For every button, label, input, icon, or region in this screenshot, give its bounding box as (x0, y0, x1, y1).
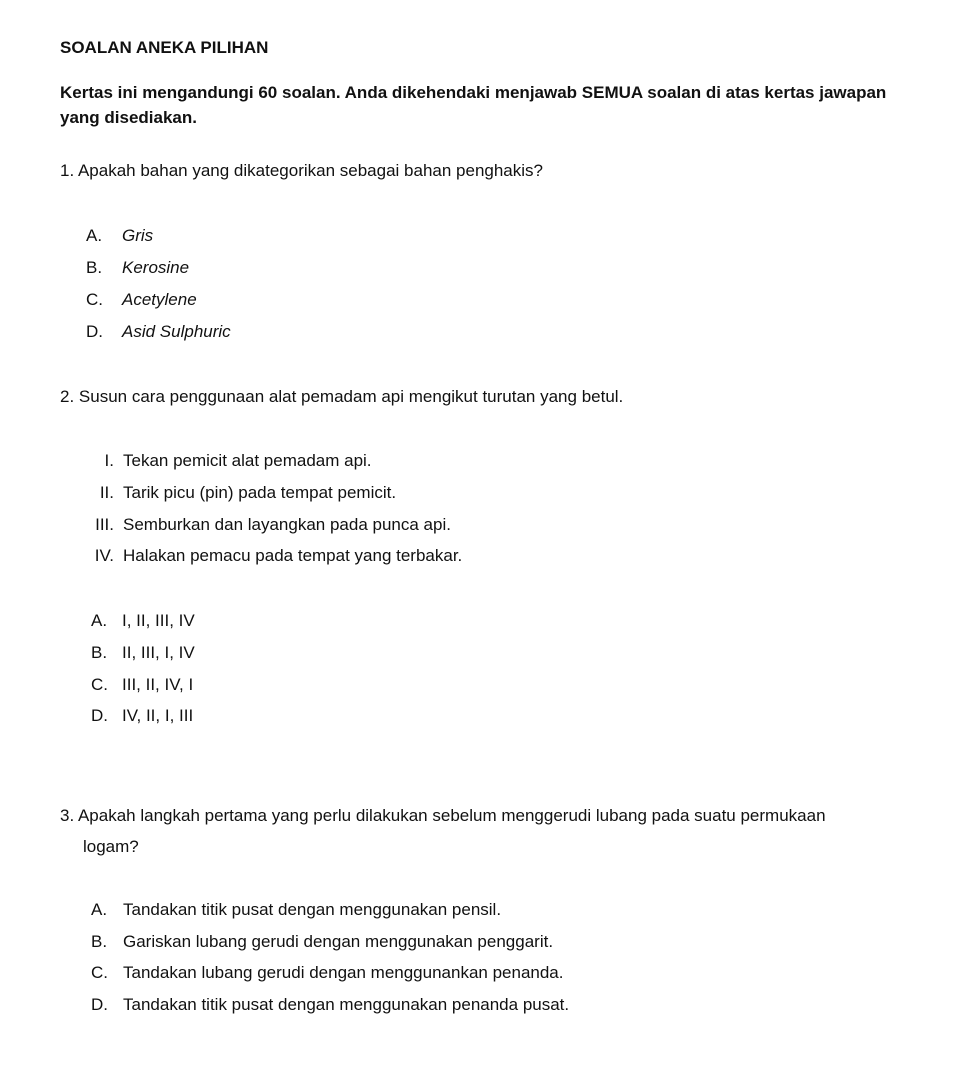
option-text: Asid Sulphuric (122, 322, 231, 341)
option-text: Tandakan titik pusat dengan menggunakan pensil. (123, 900, 502, 919)
page-title: SOALAN ANEKA PILIHAN (60, 38, 269, 57)
option-text: I, II, III, IV (122, 611, 195, 630)
option-text: Gariskan lubang gerudi dengan menggunakan penggarit. (123, 932, 554, 951)
option-text: Tandakan lubang gerudi dengan menggunankan penanda. (123, 963, 564, 982)
statement-text: Tekan pemicit alat pemadam api. (123, 451, 372, 470)
statement-number: II. (99, 483, 114, 502)
statement-text: Semburkan dan layangkan pada punca api. (123, 515, 451, 534)
option-text: Kerosine (122, 258, 190, 277)
option-letter: B. (91, 932, 108, 951)
option-letter: A. (91, 900, 108, 919)
option-text: IV, II, I, III (122, 706, 194, 725)
option-letter: D. (91, 995, 108, 1014)
option-letter: A. (91, 611, 108, 630)
option-text: Gris (122, 226, 154, 245)
option-text: II, III, I, IV (122, 643, 195, 662)
option-text: III, II, IV, I (122, 675, 194, 694)
question-2-text: 2. Susun cara penggunaan alat pemadam api mengikut turutan yang betul. (60, 387, 624, 406)
option-letter: D. (86, 322, 103, 341)
statement-number: III. (95, 515, 114, 534)
question-1-text: 1. Apakah bahan yang dikategorikan sebagai bahan penghakis? (60, 161, 543, 180)
option-letter: B. (86, 258, 103, 277)
option-text: Tandakan titik pusat dengan menggunakan penanda pusat. (123, 995, 570, 1014)
statement-text: Tarik picu (pin) pada tempat pemicit. (123, 483, 397, 502)
question-3-line-1: 3. Apakah langkah pertama yang perlu dilakukan sebelum menggerudi lubang pada suatu permukaan (60, 806, 826, 825)
option-letter: C. (86, 290, 103, 309)
question-3-text (60, 800, 920, 862)
statement-text: Halakan pemacu pada tempat yang terbakar. (123, 546, 463, 565)
question-3-line-2: logam? (83, 837, 139, 856)
option-text: Acetylene (122, 290, 197, 309)
option-letter: C. (91, 963, 108, 982)
option-letter: B. (91, 643, 108, 662)
statement-number: I. (104, 451, 114, 470)
statement-number: IV. (94, 546, 114, 565)
instructions-text: Kertas ini mengandungi 60 soalan. Anda dikehendaki menjawab SEMUA soalan di atas kertas jawapan yang disediakan. (60, 83, 887, 127)
option-letter: A. (86, 226, 103, 245)
option-letter: D. (91, 706, 108, 725)
option-letter: C. (91, 675, 108, 694)
